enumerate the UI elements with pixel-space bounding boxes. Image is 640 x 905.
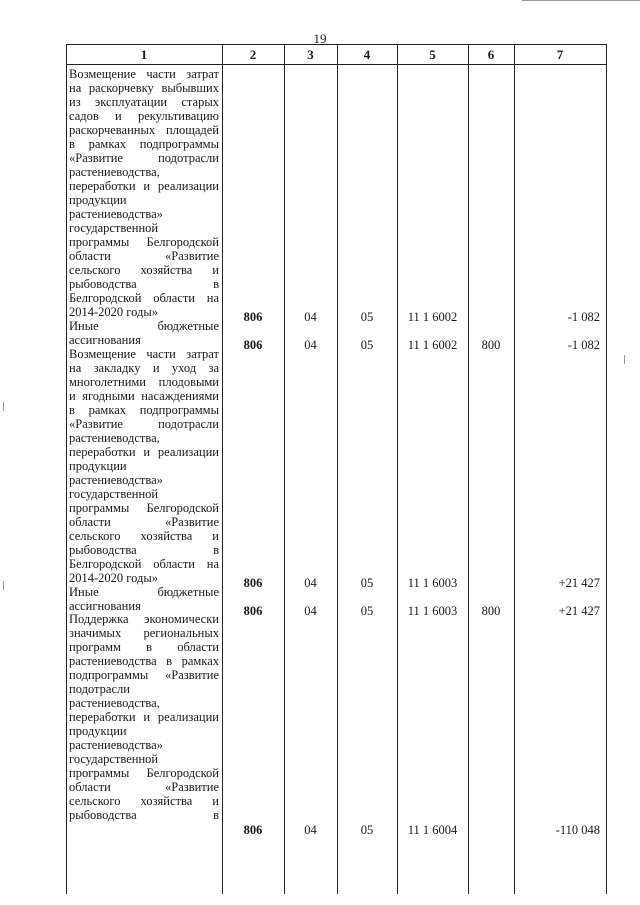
column-border [284, 44, 285, 894]
cell-csr: 11 1 6003 [407, 576, 458, 590]
cell-pr: 05 [360, 823, 374, 837]
column-border [66, 44, 67, 894]
scan-mark [3, 402, 4, 411]
cell-vr: 800 [481, 604, 501, 618]
column-border [222, 44, 223, 894]
scan-mark [3, 581, 4, 590]
cell-csr: 11 1 6002 [407, 310, 458, 324]
cell-rz: 04 [304, 576, 317, 590]
scan-edge-line [522, 0, 640, 1]
scan-mark [624, 355, 625, 364]
row-description: Иные бюджетные ассигнования [69, 319, 219, 347]
cell-ved: 806 [243, 338, 263, 352]
header-col-7: 7 [556, 47, 564, 62]
cell-sum: +21 427 [558, 604, 600, 618]
cell-rz: 04 [304, 338, 317, 352]
cell-csr: 11 1 6003 [407, 604, 458, 618]
cell-pr: 05 [360, 338, 374, 352]
cell-sum: -1 082 [567, 338, 600, 352]
cell-sum: +21 427 [558, 576, 600, 590]
cell-vr: 800 [481, 338, 501, 352]
column-border [337, 44, 338, 894]
row-description: Возмещение части затрат на раскорчевку выбывших из эксплуатации старых садов и рекультивацию раскорчеванных площадей в рамках подпрограммы «Развитие подотрасли растениеводства, переработки и реализации продукции растениеводства» государственной программы Белгородской области «Развитие сельского хозяйства и рыбоводства в Белгородской области на 2014-2020 годы» [69, 67, 219, 319]
column-border [468, 44, 469, 894]
header-col-2: 2 [249, 47, 257, 62]
cell-rz: 04 [304, 604, 317, 618]
column-border [606, 44, 607, 894]
header-col-1: 1 [140, 47, 148, 62]
row-description: Возмещение части затрат на закладку и уход за многолетними плодовыми и ягодными насаждениями в рамках подпрограммы «Развитие подотрасли растениеводства, переработки и реализации продукции растениеводства» государственной программы Белгородской области «Развитие сельского хозяйства и рыбоводства в Белгородской области на 2014-2020 годы» [69, 347, 219, 585]
cell-pr: 05 [360, 576, 374, 590]
cell-pr: 05 [360, 310, 374, 324]
row-description: Поддержка экономически значимых региональных программ в области растениеводства в рамках подпрограммы «Развитие подотрасли растениеводства, переработки и реализации продукции растениеводства» государственной программы Белгородской области «Развитие сельского хозяйства и рыбоводства в [69, 612, 219, 822]
header-col-4: 4 [363, 47, 371, 62]
cell-pr: 05 [360, 604, 374, 618]
cell-csr: 11 1 6002 [407, 338, 458, 352]
budget-table [66, 44, 607, 894]
header-col-6: 6 [487, 47, 495, 62]
cell-ved: 806 [243, 604, 263, 618]
cell-ved: 806 [243, 310, 263, 324]
header-col-3: 3 [307, 47, 314, 62]
cell-sum: -1 082 [567, 310, 600, 324]
column-border [514, 44, 515, 894]
header-col-5: 5 [429, 47, 436, 62]
cell-ved: 806 [243, 576, 263, 590]
cell-ved: 806 [243, 823, 263, 837]
cell-csr: 11 1 6004 [407, 823, 458, 837]
page-number: 19 [313, 31, 327, 46]
column-border [397, 44, 398, 894]
cell-rz: 04 [304, 310, 317, 324]
cell-rz: 04 [304, 823, 317, 837]
row-description: Иные бюджетные ассигнования [69, 585, 219, 613]
cell-sum: -110 048 [555, 823, 600, 837]
